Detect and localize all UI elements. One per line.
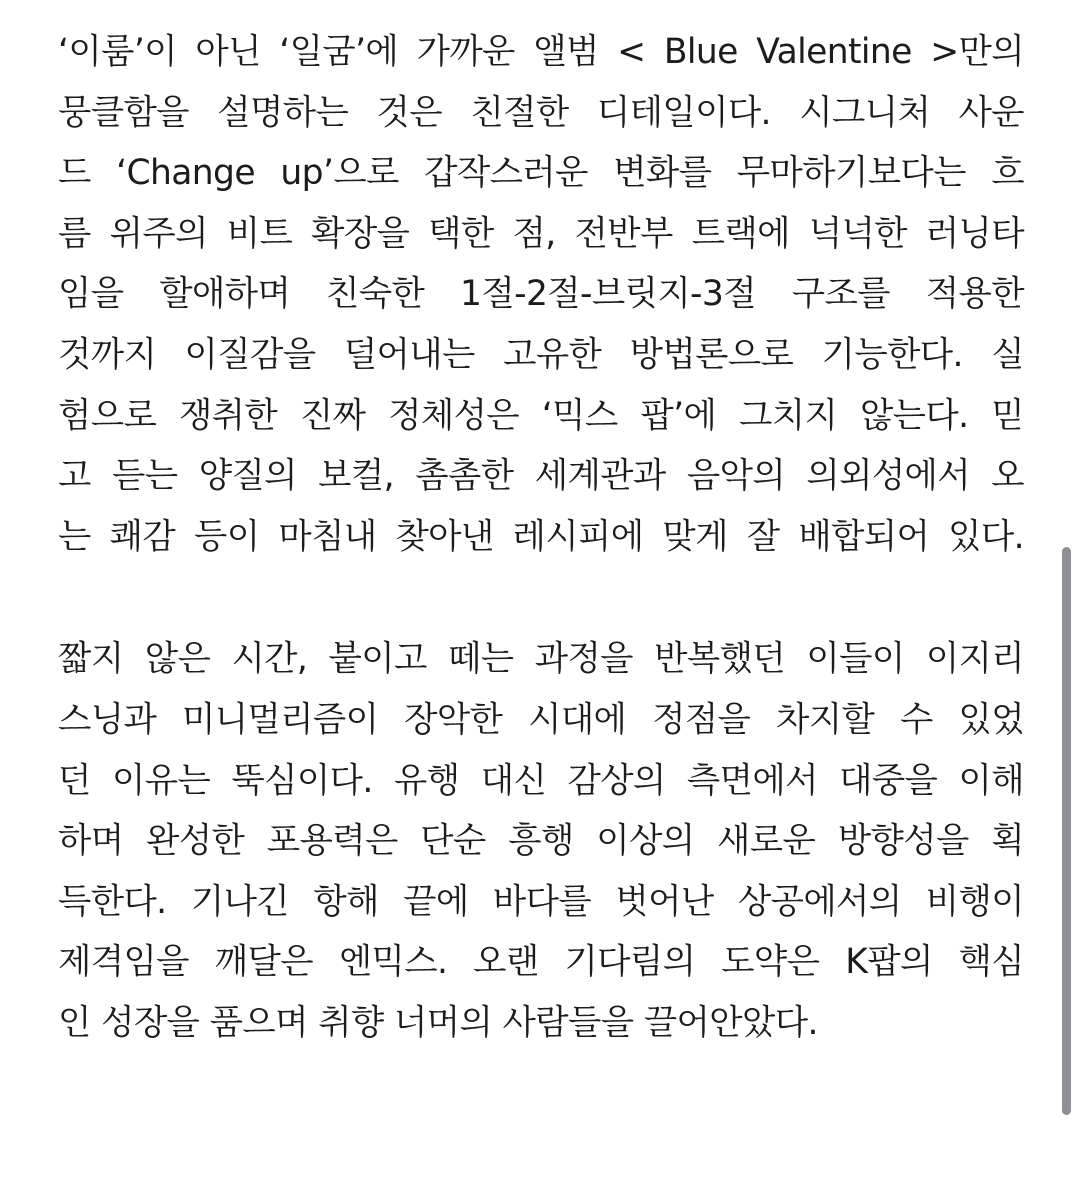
text-line: 고 듣는 양질의 보컬, 촘촘한 세계관과 음악의 의외성에서 오: [58, 456, 1024, 497]
text-line: 름 위주의 비트 확장을 택한 점, 전반부 트랙에 넉넉한 러닝타: [58, 213, 1024, 254]
text-line: 것까지 이질감을 덜어내는 고유한 방법론으로 기능한다. 실: [58, 334, 1024, 375]
text-line: 득한다. 기나긴 항해 끝에 바다를 벗어난 상공에서의 비행이: [58, 881, 1024, 922]
text-line: 제격임을 깨달은 엔믹스. 오랜 기다림의 도약은 K팝의 핵심: [58, 942, 1024, 983]
scrollbar-thumb[interactable]: [1062, 547, 1071, 1115]
text-line: 임을 할애하며 친숙한 1절-2절-브릿지-3절 구조를 적용한: [58, 274, 1024, 315]
paragraph-spacer: [58, 567, 1024, 629]
text-line: 던 이유는 뚝심이다. 유행 대신 감상의 측면에서 대중을 이해: [58, 760, 1024, 801]
text-line: 드 ‘Change up’으로 갑작스러운 변화를 무마하기보다는 흐: [58, 153, 1024, 194]
text-line: 스닝과 미니멀리즘이 장악한 시대에 정점을 차지할 수 있었: [58, 699, 1024, 740]
text-line: 인 성장을 품으며 취향 너머의 사람들을 끌어안았다.: [58, 1002, 818, 1043]
paragraph-2: [58, 629, 1024, 1053]
text-line: 는 쾌감 등이 마침내 찾아낸 레시피에 맞게 잘 배합되어 있다.: [58, 516, 1024, 557]
text-line: 험으로 쟁취한 진짜 정체성은 ‘믹스 팝’에 그치지 않는다. 믿: [58, 395, 1024, 436]
article-body: [58, 22, 1024, 1054]
text-line: ‘이룸’이 아닌 ‘일굼’에 가까운 앨범 < Blue Valentine >만의: [58, 32, 1024, 72]
text-line: 뭉클함을 설명하는 것은 친절한 디테일이다. 시그니처 사운: [58, 92, 1024, 133]
paragraph-1: [58, 22, 1024, 567]
text-line: 하며 완성한 포용력은 단순 흥행 이상의 새로운 방향성을 획: [58, 821, 1024, 862]
text-line: 짧지 않은 시간, 붙이고 떼는 과정을 반복했던 이들이 이지리: [58, 639, 1024, 680]
